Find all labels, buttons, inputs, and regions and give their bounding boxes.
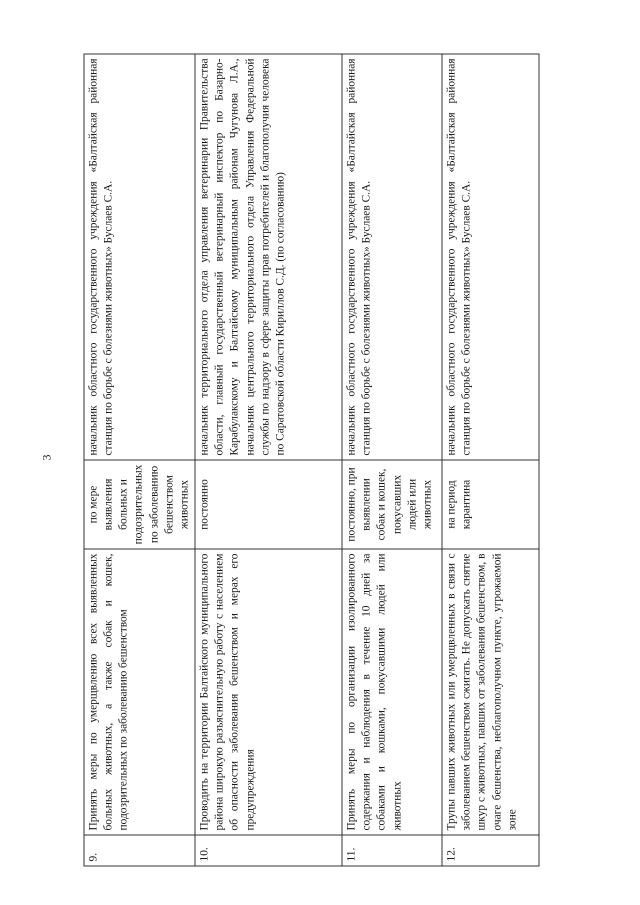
row-number: 11. [342,835,442,866]
row-action: Трупы павших животных или умерщвленных в связи с заболеванием бешенством сжигать. Не допускать снятие шкур с животных, павших от заболевания бешенством, в очаге бешенства, неблагополучном пункте, угрожаемой зоне [442,549,539,835]
row-action: Принять меры по умерщвлению всех выявленных больных животных, а также собак и кошек, подозрительных по заболеванию бешенством [84,549,195,835]
row-responsible: начальник областного государственного учреждения «Балтайская районная станция по борьбе с болезнями животных» Буслаев С.А. [442,54,539,460]
measures-table-wrapper [84,54,528,867]
row-term: по мере выявления больных и подозрительных по заболеванию бешенством животных [84,460,195,549]
row-responsible: начальник областного государственного учреждения «Балтайская районная станция по борьбе с болезнями животных» Буслаев С.А. [342,54,442,460]
table-row [442,54,539,866]
table-row [342,54,442,866]
row-responsible: начальник областного государственного учреждения «Балтайская районная станция по борьбе с болезнями животных» Буслаев С.А. [84,54,195,460]
row-number: 9. [84,835,195,866]
table-row [195,54,342,866]
row-number: 10. [195,835,342,866]
row-number: 12. [442,835,539,866]
row-term: на период карантина [442,460,539,549]
page-number: 3 [39,454,54,461]
row-term: постоянно [195,460,342,549]
row-action: Принять меры по организации изолированного содержания и наблюдения в течение 10 дней за собаками и кошками, покусавшими людей или животных [342,549,442,835]
row-term: постоянно, при выявлении собак и кошек, покусавших людей или животных [342,460,442,549]
row-action: Проводить на территории Балтайского муниципального района широкую разъяснительную работу с населением об опасности заболевания бешенством и мерах его предупреждения [195,549,342,835]
measures-table [84,54,540,867]
row-responsible: начальник территориального отдела управления ветеринарии Правительства области, главный государственный ветеринарный инспектор по Базарно-Карабулакскому и Балтайскому муниципальным районам Чугунова Л.А., начальник центрального территориального отдела Управления Федеральной службы по надзору в сфере защиты прав потребителей и благополучия человека по Саратовской области Кириллов С.Д. (по согласованию) [195,54,342,460]
table-row [84,54,195,866]
